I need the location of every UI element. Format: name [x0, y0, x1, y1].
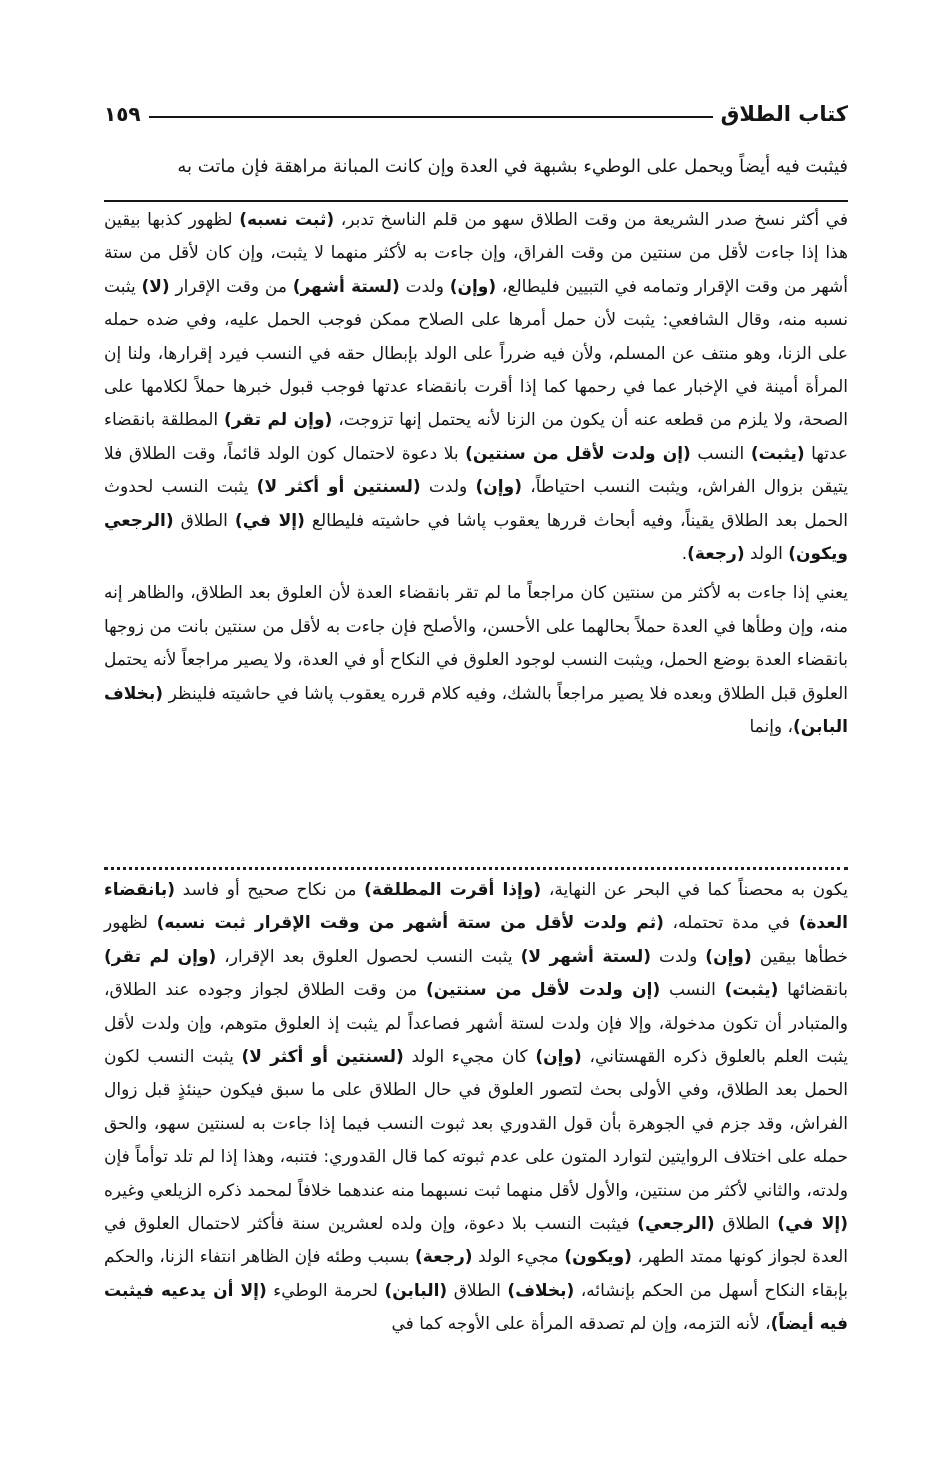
keyword-run: (البابن) [384, 1280, 448, 1301]
commentary-first-paragraph-2 [104, 577, 848, 744]
main-text: فيثبت فيه أيضاً ويحمل على الوطيء بشبهة في العدة وإن كانت المبانة مراهقة فإن ماتت به [177, 156, 848, 177]
keyword-run: (إن ولدت لأقل من سنتين) [425, 980, 661, 1001]
keyword-run: (إلا أن يدعيه فيثبت فيه أيضاً) [104, 1280, 848, 1335]
text-run: الطلاق [173, 510, 235, 531]
text-run: لظهور خطأها بيقين [104, 913, 848, 967]
keyword-run: (الرجعي) [637, 1214, 715, 1235]
keyword-run: (بخلاف البابن) [104, 683, 848, 738]
keyword-run: (لسنتين أو أكثر لا) [241, 1047, 404, 1068]
book-title: كتاب الطلاق [720, 102, 848, 126]
text-run: لظهور كذبها بيقين هذا إذا جاءت لأقل من سنتين من وقت الفراق، وإن جاءت به لأكثر منهما لا يثبت، وإن كان لأقل من ستة أشهر من وقت الإقرار وتمامه في التبيين فليطالع، [104, 210, 848, 297]
keyword-run: (إلا في) [777, 1214, 848, 1235]
keyword-run: (بانقضاء العدة) [104, 880, 848, 934]
text-run: من وقت الطلاق لجواز وجوده عند الطلاق، والمتبادر أن تكون مدخولة، وإلا فإن ولدت لستة أشهر فصاعداً لم يثبت إذ العلوق متوهم، وإن ولدت لأقل يثبت العلم بالعلوق ذكره القهستاني، [104, 980, 849, 1068]
keyword-run: (لسنتين أو أكثر لا) [256, 477, 421, 498]
keyword-run: (يثبت) [750, 443, 805, 464]
text-run: الطلاق [714, 1214, 778, 1235]
keyword-run: (وإن) [475, 477, 522, 498]
text-run: المطلقة بانقضاء عدتها [104, 410, 848, 464]
keyword-run: (وإن) [449, 276, 497, 297]
text-run: بسبب وطئه فإن الظاهر انتفاء الزنا، والحكم بإبقاء النكاح أسهل من الحكم بإنشائه، [104, 1247, 849, 1301]
keyword-run: (الرجعي ويكون) [104, 510, 848, 565]
keyword-run: (وإذا أقرت المطلقة) [364, 880, 542, 900]
keyword-run: (لستة أشهر لا) [520, 946, 652, 967]
text-run: بانقضائها [778, 980, 848, 1001]
text-run: في مدة تحتمله، [663, 913, 799, 934]
keyword-run: (وإن) [535, 1047, 582, 1068]
text-run: يكون به محصناً كما في البحر عن النهاية، [541, 880, 848, 900]
keyword-run: (رجعة) [687, 544, 745, 565]
text-run: ، لأنه التزمه، وإن لم تصدقه المرأة على الأوجه كما في [391, 1314, 771, 1335]
header-rule [149, 116, 713, 118]
text-run: يثبت النسب لحصول العلوق بعد الإقرار، [216, 946, 521, 967]
keyword-run: (وإن) [705, 946, 752, 967]
keyword-run: (بخلاف) [507, 1280, 575, 1301]
keyword-run: (ثبت نسبه) [239, 210, 335, 230]
keyword-run: (لا) [141, 276, 170, 297]
keyword-run: (إن ولدت لأقل من سنتين) [465, 443, 691, 464]
text-run: لحرمة الوطيء [266, 1280, 385, 1301]
commentary-first-paragraph [104, 204, 848, 571]
text-run: يثبت النسب لكون الحمل بعد الطلاق، وفي الأولى بحث لتصور العلوق في حال الطلاق على ما سبق فيكون حينئذٍ قبل زوال الفراش، وقد جزم في الجوهرة بأن قول القدوري بعد ثبوت النسب فيما إذا جاءت به لسنتين سهو، والحق حمله على اختلاف الروايتين لتوارد المتون على عدم ثبوته كما قال القدوري: فتنبه، وهذا إذا لم تلد توأماً فإن ولدته، والثاني لأكثر من سنتين، والأول لأقل منهما ثبت نسبهما منه عندهما خلافاً لمحمد ذكره الزيلعي وغيره [104, 1047, 848, 1201]
keyword-run: (رجعة) [415, 1247, 473, 1268]
text-run: في أكثر نسخ صدر الشريعة من وقت الطلاق سهو من قلم الناسخ تدبر، [334, 210, 848, 230]
commentary-first [104, 204, 848, 745]
text-run: يثبت النسب لحدوث الحمل بعد الطلاق يقيناً، وفيه أبحاث قررها يعقوب پاشا في حاشيته فليطالع [104, 477, 848, 531]
keyword-run: (يثبت) [724, 980, 779, 1001]
text-run: ، وإنما [749, 717, 794, 738]
keyword-run: (وإن لم تقر) [104, 946, 217, 967]
page-number: ١٥٩ [104, 102, 141, 126]
dotted-separator [104, 867, 848, 870]
keyword-run: (ويكون) [564, 1247, 632, 1268]
text-run: من وقت الإقرار [169, 276, 293, 297]
text-run: مجيء الولد [472, 1247, 565, 1268]
text-run: فيثبت النسب بلا دعوة، وإن ولده لعشرين سنة فأكثر لاحتمال العلوق في العدة لجواز كونها ممتد الطهر، [104, 1214, 848, 1268]
running-header [104, 86, 848, 126]
text-run: كان مجيء الولد [403, 1047, 536, 1068]
text-run: الولد [744, 544, 789, 565]
keyword-run: (وإن لم تقر) [224, 410, 333, 431]
keyword-run: (ثم ولدت لأقل من ستة أشهر من وقت الإقرار ثبت نسبه) [156, 913, 664, 934]
commentary-second [104, 874, 848, 1342]
text-run: النسب [660, 980, 725, 1001]
text-run: يثبت نسبه منه، وقال الشافعي: يثبت لأن حمل أمرها على الصلاح ممكن فوجب الحمل عليه، وفي ضده حمله على الزنا، وهو منتف عن المسلم، ولأن فيه ضرراً على الولد بإبطال حقه في النسب فيرد إقرارها، ولنا إن المرأة أمينة في الإخبار عما في رحمها كما إذا أقرت بانقضاء عدتها فوجب قبول خبرها حملاً لكلامها على الصحة، ولا يلزم من قطعه عنه أن يكون من الزنا لأنه يحتمل إنها تزوجت، [104, 276, 848, 431]
text-run: ولدت [420, 477, 476, 498]
text-run: من نكاح صحيح أو فاسد [174, 880, 365, 900]
text-run: النسب [690, 443, 751, 464]
commentary-second-paragraph [104, 874, 848, 1342]
text-run: . [681, 544, 688, 565]
text-run: بلا دعوة لاحتمال كون الولد قائماً، وقت الطلاق فلا يتيقن بزوال الفراش، ويثبت النسب احتياطاً، [104, 443, 849, 498]
main-separator-line [104, 200, 848, 202]
text-run: الطلاق [447, 1280, 508, 1301]
text-run: يعني إذا جاءت به لأكثر من سنتين كان مراجعاً ما لم تقر بانقضاء العدة لأن العلوق بعد الطلاق، والظاهر إنه منه، وإن وطأها في العدة حملاً بحالهما على الأحسن، والأصلح فإن جاءت به لأقل من سنتين بانت من زوجها بانقضاء العدة بوضع الحمل، ويثبت النسب لوجود العلوق في النكاح أو في العدة، ولا يصير مراجعاً لأنه يحتمل العلوق قبل الطلاق وبعده فلا يصير مراجعاً بالشك، وفيه كلام قرره يعقوب پاشا في حاشيته فلينظر [104, 583, 848, 704]
keyword-run: (إلا في) [234, 510, 305, 531]
text-run: ولدت [651, 946, 706, 967]
text-run: ولدت [399, 276, 450, 297]
keyword-run: (لستة أشهر) [292, 276, 400, 297]
